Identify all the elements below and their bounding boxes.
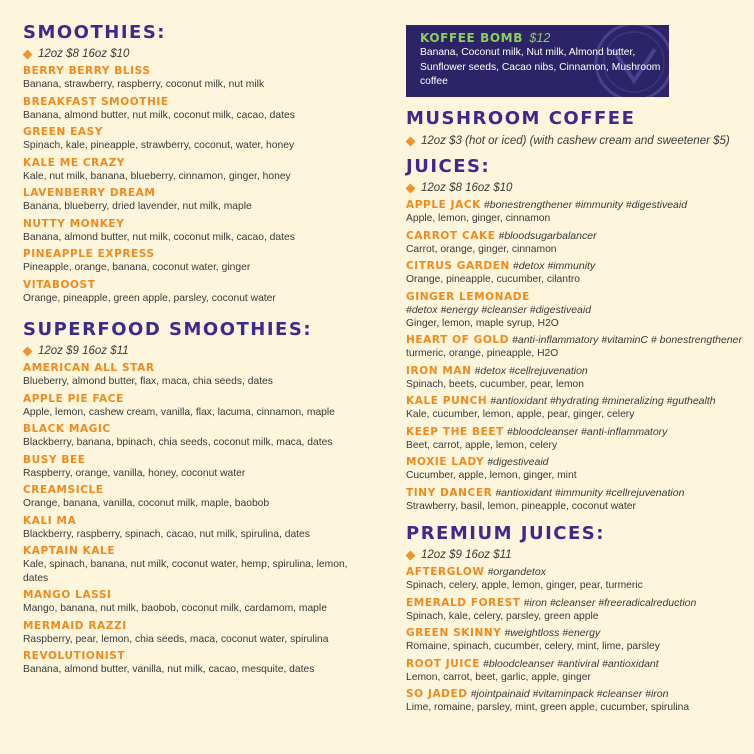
menu-item [406, 334, 752, 361]
item-ingredients: Raspberry, orange, vanilla, honey, coconut water [23, 467, 246, 479]
item-name-row [406, 658, 752, 671]
item-name-row [23, 484, 373, 497]
item-ingredients: Strawberry, basil, lemon, pineapple, coconut water [406, 500, 636, 512]
item-name: PINEAPPLE EXPRESS [23, 248, 155, 260]
item-ingredients: Spinach, beets, cucumber, pear, lemon [406, 378, 585, 390]
item-ingredients: Orange, pineapple, green apple, parsley, coconut water [23, 292, 276, 304]
menu-item [23, 126, 373, 153]
superfood-list [23, 362, 373, 677]
premium-juices-section [406, 524, 752, 715]
item-ingredients: Cucumber, apple, lemon, ginger, mint [406, 470, 577, 481]
item-tags: #bloodsugarbalancer [498, 229, 597, 242]
item-tags: #detox #energy #cleanser #digestiveaid [406, 303, 592, 316]
menu-item [23, 484, 373, 511]
item-ingredients: Spinach, kale, celery, parsley, green apple [406, 610, 599, 622]
menu-item [23, 423, 373, 450]
item-ingredients: Kale, nut milk, banana, blueberry, cinnamon, ginger, honey [23, 170, 291, 182]
item-name: CREAMSICLE [23, 484, 104, 496]
item-name-row [406, 597, 752, 610]
item-name-row [23, 454, 373, 467]
menu-item [23, 218, 373, 245]
item-ingredients: Blackberry, banana, bpinach, chia seeds, coconut milk, maca, dates [23, 437, 333, 448]
item-name-row [23, 126, 373, 139]
juices-price [406, 181, 752, 195]
item-name-row [23, 545, 373, 558]
juices-section [406, 157, 752, 513]
item-name-row [23, 423, 373, 436]
item-ingredients: Banana, almond butter, nut milk, coconut milk, cacao, dates [23, 109, 295, 121]
item-name: HEART OF GOLD [406, 334, 510, 346]
item-ingredients: Apple, lemon, cashew cream, vanilla, flax, lacuma, cinnamon, maple [23, 406, 335, 418]
item-tags: #detox #immunity [512, 260, 596, 272]
mushroom-coffee-heading: MUSHROOM COFFEE [406, 108, 636, 129]
menu-item [406, 230, 752, 257]
item-name-row [23, 515, 373, 528]
item-name: CARROT CAKE [406, 229, 496, 242]
item-name: GINGER LEMONADE [406, 290, 530, 303]
item-name: APPLE JACK [406, 199, 481, 211]
item-name: MERMAID RAZZI [23, 619, 127, 632]
item-name: SO JADED [406, 688, 468, 700]
price-text: 12oz $8 16oz $10 [38, 48, 130, 60]
menu-item [23, 620, 373, 647]
item-ingredients: Kale, spinach, banana, nut milk, coconut water, hemp, spirulina, lemon, dates [23, 559, 348, 584]
koffee-price: $12 [529, 31, 551, 45]
item-name: BUSY BEE [23, 453, 86, 466]
item-name-row [23, 589, 373, 602]
item-name-row [406, 230, 752, 243]
item-ingredients: Orange, pineapple, cucumber, cilantro [406, 274, 581, 285]
item-name-row [23, 157, 373, 170]
item-ingredients: Romaine, spinach, cucumber, celery, mint, lime, parsley [406, 641, 660, 652]
item-name-row [23, 218, 373, 231]
menu-item [23, 279, 373, 306]
menu-item [406, 566, 752, 593]
item-name: LAVENBERRY DREAM [23, 187, 156, 199]
item-name: ROOT JUICE [406, 657, 480, 670]
item-name: KEEP THE BEET [406, 425, 504, 438]
right-column [406, 0, 752, 715]
menu-item [23, 362, 373, 389]
item-name-row [406, 688, 752, 701]
koffee-ingredients: Banana, Coconut milk, Nut milk, Almond butter, Sunflower seeds, Cacao nibs, Cinnamon, Mushroom coffee [420, 47, 661, 87]
item-name: GREEN EASY [23, 126, 103, 138]
item-name: TINY DANCER [406, 486, 493, 499]
mushroom-coffee-price [406, 134, 752, 148]
superfood-heading: SUPERFOOD SMOOTHIES: [23, 319, 313, 340]
smoothies-section [23, 23, 373, 305]
item-name: VITABOOST [23, 278, 96, 291]
menu-item [406, 260, 752, 287]
item-name: BERRY BERRY BLISS [23, 65, 151, 77]
item-name-row [406, 365, 752, 378]
menu-item [23, 248, 373, 275]
item-name-row [406, 334, 752, 347]
item-name: REVOLUTIONIST [23, 650, 126, 662]
item-ingredients: Raspberry, pear, lemon, chia seeds, maca, coconut water, spirulina [23, 633, 329, 645]
item-ingredients: Mango, banana, nut milk, baobob, coconut milk, cardamom, maple [23, 603, 327, 614]
premium-juices-price [406, 548, 752, 562]
item-name-row [406, 566, 752, 579]
mushroom-coffee-section [406, 109, 752, 148]
smoothies-list [23, 65, 373, 305]
menu-item [23, 157, 373, 184]
menu-item [406, 291, 752, 331]
price-text: 12oz $3 (hot or iced) (with cashew cream and sweetener $5) [421, 135, 730, 147]
item-name: NUTTY MONKEY [23, 217, 125, 230]
premium-juices-heading: PREMIUM JUICES: [406, 523, 605, 544]
item-name-row [23, 279, 373, 292]
menu-item [23, 545, 373, 585]
item-ingredients: Pineapple, orange, banana, coconut water, ginger [23, 262, 251, 273]
menu-item [406, 658, 752, 685]
item-name: BLACK MAGIC [23, 423, 111, 435]
diamond-bullet-icon [406, 550, 416, 560]
superfood-price [23, 344, 373, 358]
menu-item [23, 515, 373, 542]
menu-item [23, 393, 373, 420]
item-name-row [23, 362, 373, 375]
item-name: KAPTAIN KALE [23, 545, 116, 557]
menu-item [406, 395, 752, 422]
item-ingredients: Blueberry, almond butter, flax, maca, chia seeds, dates [23, 376, 273, 387]
price-text: 12oz $8 16oz $10 [421, 182, 513, 194]
item-ingredients: turmeric, orange, pineapple, H2O [406, 348, 559, 359]
item-tags: #organdetox [487, 566, 546, 578]
item-name-row [406, 395, 752, 408]
price-text: 12oz $9 16oz $11 [421, 549, 512, 561]
menu-item [23, 454, 373, 481]
item-name-row [406, 199, 752, 212]
item-ingredients: Banana, strawberry, raspberry, coconut milk, nut milk [23, 79, 265, 90]
item-name: KALE PUNCH [406, 395, 488, 407]
item-name-row [406, 260, 752, 273]
item-name-row [23, 620, 373, 633]
item-ingredients: Banana, almond butter, vanilla, nut milk, cacao, mesquite, dates [23, 664, 315, 675]
item-name: AFTERGLOW [406, 566, 485, 578]
item-tags: #bloodcleanser #anti-inflammatory [506, 425, 668, 438]
item-tags: #jointpainaid #vitaminpack #cleanser #iron [470, 688, 669, 700]
koffee-name: KOFFEE BOMB [420, 31, 523, 45]
item-ingredients: Apple, lemon, ginger, cinnamon [406, 213, 551, 224]
item-ingredients: Ginger, lemon, maple syrup, H2O [406, 317, 559, 329]
item-tags: #bloodcleanser #antiviral #antioxidant [482, 657, 659, 670]
menu-item [406, 365, 752, 392]
menu-item [406, 597, 752, 624]
item-ingredients: Blackberry, raspberry, spinach, cacao, nut milk, spirulina, dates [23, 528, 310, 540]
menu-item [23, 65, 373, 92]
item-name-row [23, 65, 373, 78]
item-name-row [23, 393, 373, 406]
menu-item [23, 96, 373, 123]
menu-item [406, 199, 752, 226]
menu-item [23, 650, 373, 677]
item-tags: #bonestrengthener #immunity #digestiveaid [483, 199, 688, 211]
item-ingredients: Spinach, celery, apple, lemon, ginger, pear, turmeric [406, 580, 643, 591]
item-ingredients: Banana, almond butter, nut milk, coconut milk, cacao, dates [23, 231, 295, 243]
item-name: AMERICAN ALL STAR [23, 362, 155, 374]
item-ingredients: Spinach, kale, pineapple, strawberry, coconut, water, honey [23, 140, 295, 151]
item-name: BREAKFAST SMOOTHIE [23, 95, 169, 108]
item-ingredients: Kale, cucumber, lemon, apple, pear, ginger, celery [406, 409, 635, 420]
juices-heading: JUICES: [406, 156, 491, 177]
item-name-row [406, 426, 752, 439]
diamond-bullet-icon [23, 49, 33, 59]
item-name-row [406, 291, 752, 304]
item-name-row [23, 96, 373, 109]
diamond-bullet-icon [23, 346, 33, 356]
diamond-bullet-icon [406, 136, 416, 146]
item-name: GREEN SKINNY [406, 627, 502, 639]
item-tags: #anti-inflammatory #vitaminC # bonestrengthener [512, 334, 742, 346]
smoothies-price [23, 47, 373, 61]
menu-item [406, 487, 752, 514]
item-name-row [406, 456, 752, 469]
item-name-row [23, 248, 373, 261]
item-tags: #detox #cellrejuvenation [474, 364, 588, 377]
smoothies-heading: SMOOTHIES: [23, 22, 166, 43]
superfood-section [23, 320, 373, 677]
item-name-row [23, 650, 373, 663]
item-name: IRON MAN [406, 364, 472, 377]
menu-item [406, 688, 752, 715]
menu-item [406, 426, 752, 453]
item-name: KALE ME CRAZY [23, 156, 125, 169]
item-name: EMERALD FOREST [406, 596, 521, 609]
item-ingredients: Orange, banana, vanilla, coconut milk, maple, baobob [23, 498, 270, 509]
menu-item [23, 187, 373, 214]
item-tags: #antioxidant #hydrating #mineralizing #guthealth [490, 395, 716, 407]
left-column [23, 0, 373, 677]
item-name-row [406, 627, 752, 640]
item-tags: #antioxidant #immunity #cellrejuvenation [495, 486, 685, 499]
menu-item [406, 456, 752, 483]
item-ingredients: Banana, blueberry, dried lavender, nut milk, maple [23, 201, 252, 212]
item-ingredients: Lime, romaine, parsley, mint, green apple, cucumber, spirulina [406, 702, 690, 713]
item-ingredients: Lemon, carrot, beet, garlic, apple, ginger [406, 671, 591, 683]
diamond-bullet-icon [406, 183, 416, 193]
menu-item [23, 589, 373, 616]
item-name: APPLE PIE FACE [23, 392, 124, 405]
price-text: 12oz $9 16oz $11 [38, 345, 129, 357]
item-tags: #iron #cleanser #freeradicalreduction [523, 596, 697, 609]
item-name: CITRUS GARDEN [406, 260, 510, 272]
item-ingredients: Beet, carrot, apple, lemon, celery [406, 439, 558, 451]
item-name-row [23, 187, 373, 200]
item-ingredients: Carrot, orange, ginger, cinnamon [406, 243, 557, 255]
premium-juices-list [406, 566, 752, 715]
juices-list [406, 199, 752, 513]
item-name: KALI MA [23, 514, 77, 527]
item-tags: #weightloss #energy [504, 627, 601, 639]
item-tags: #digestiveaid [487, 456, 549, 468]
item-name-row [406, 487, 752, 500]
item-name: MOXIE LADY [406, 456, 485, 468]
item-name: MANGO LASSI [23, 589, 112, 601]
menu-item [406, 627, 752, 654]
